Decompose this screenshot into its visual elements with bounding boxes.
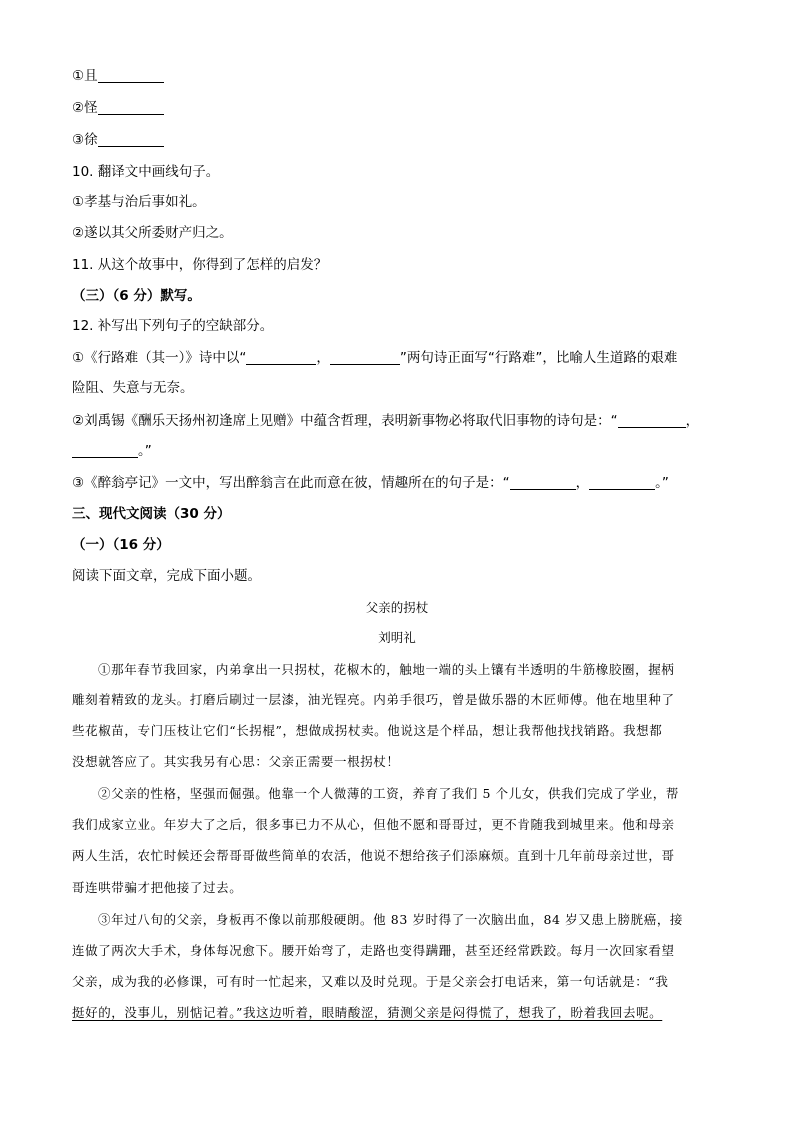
article-line: 雕刻着精致的龙头。打磨后刷过一层漆，油光锃亮。内弟手很巧，曾是做乐器的木匠师傅。他在地里种了: [72, 692, 675, 707]
q9-item-2: ②怪: [72, 98, 164, 118]
answer-blank[interactable]: [589, 475, 655, 490]
article-line: ②父亲的性格，坚强而倔强。他靠一个人微薄的工资，养育了我们 5 个儿女，供我们完成了学业，帮: [98, 786, 680, 801]
q11-title: 11. 从这个故事中，你得到了怎样的启发？: [72, 257, 328, 273]
answer-blank[interactable]: [98, 68, 164, 83]
answer-blank[interactable]: [618, 413, 686, 428]
article-line: ③年过八旬的父亲，身板再不像以前那般硬朗。他 83 岁时得了一次脑出血，84 岁又患上膀胱癌，接: [98, 912, 684, 927]
article-title: 父亲的拐杖: [365, 600, 429, 615]
q10-item-1: ①孝基与治后事如礼。: [72, 194, 206, 210]
q12-item-2: ②刘禹锡《酬乐天扬州初逢席上见赠》中蕴含哲理，表明新事物必将取代旧事物的诗句是：“ ，: [72, 413, 700, 429]
q12-item-2-cont: 。”: [72, 441, 152, 461]
article-line: 父亲，成为我的必修课，可有时一忙起来，又难以及时兑现。于是父亲会打电话来，第一句话就是：“我: [72, 974, 669, 989]
q9-item-3: ③徐: [72, 130, 164, 150]
answer-blank[interactable]: [330, 350, 400, 365]
article-line: 没想就答应了。其实我另有心思：父亲正需要一根拐杖！: [72, 754, 400, 769]
part3-subtitle: （一）（16 分）: [72, 537, 170, 553]
article-line: 哥连哄带骗才把他接了过去。: [72, 880, 243, 895]
answer-blank[interactable]: [98, 132, 164, 147]
article-line: 些花椒苗，专门压枝让它们“长拐棍”，想做成拐杖卖。他说这是个样品，想让我帮他找找销路。我想都: [72, 723, 663, 738]
q12-title: 12. 补写出下列句子的空缺部分。: [72, 318, 274, 334]
answer-blank[interactable]: [98, 100, 164, 115]
article-line-underlined: 挺好的，没事儿，别惦记着。”我这边听着，眼睛酸涩，猜测父亲是闷得慌了，想我了，盼着我回去呢。: [72, 1005, 663, 1020]
article-line: ①那年春节我回家，内弟拿出一只拐杖，花椒木的，触地一端的头上镶有半透明的牛筋橡胶圈，握柄: [98, 662, 675, 677]
answer-blank[interactable]: [510, 475, 576, 490]
article-line: 连做了两次大手术，身体每况愈下。腰开始弯了，走路也变得蹒跚，甚至还经常跌跤。每月一次回家看望: [72, 943, 675, 958]
q10-item-2: ②遂以其父所委财产归之。: [72, 225, 233, 241]
answer-blank[interactable]: [72, 443, 138, 458]
q12-item-1: ①《行路难（其一）》诗中以“ ， ”两句诗正面写“行路难”，比喻人生道路的艰难: [72, 350, 678, 366]
section3-title: （三）（6 分）默写。: [72, 288, 201, 304]
article-author: 刘明礼: [378, 630, 416, 645]
answer-blank[interactable]: [246, 350, 316, 365]
article-line: 我们成家立业。年岁大了之后，很多事已力不从心，但他不愿和哥哥过，更不肯随我到城里来。他和母亲: [72, 817, 675, 832]
q12-item-3: ③《醉翁亭记》一文中，写出醉翁言在此而意在彼，情趣所在的句子是：“ ， 。”: [72, 475, 669, 491]
q10-title: 10. 翻译文中画线句子。: [72, 164, 220, 180]
q9-item-1: ①且: [72, 66, 164, 86]
article-line: 两人生活，农忙时候还会帮哥哥做些简单的农活，他说不想给孩子们添麻烦。直到十几年前母亲过世，哥: [72, 848, 675, 863]
reading-instruction: 阅读下面文章，完成下面小题。: [72, 568, 261, 584]
part3-title: 三、现代文阅读（30 分）: [72, 506, 231, 522]
q12-item-1-cont: 险阻、失意与无奈。: [72, 380, 194, 396]
